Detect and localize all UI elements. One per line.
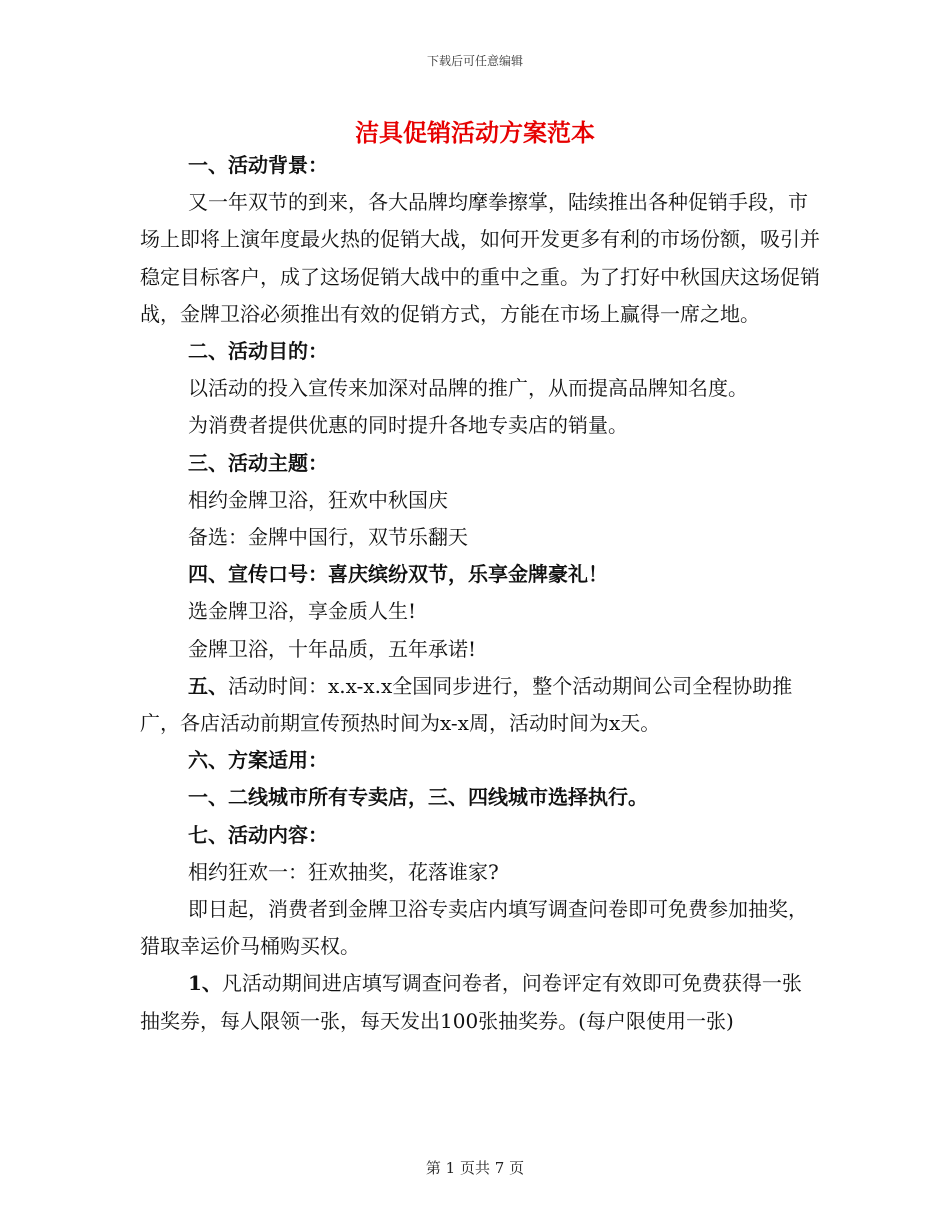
paragraph-content-1: 相约狂欢一：狂欢抽奖，花落谁家?	[188, 859, 499, 884]
section-heading-background: 一、活动背景：	[188, 153, 328, 177]
paragraph-background: 又一年双节的到来，各大品牌均摩拳擦掌，陆续推出各种促销手段，市场上即将上演年度最火热的促销大战，如何开发更多有利的市场份额，吸引并稳定目标客户，成了这场促销大战中的重中之重。为了打好中秋国庆这场促销战，金牌卫浴必须推出有效的促销方式，方能在市场上赢得一席之地。	[140, 190, 820, 326]
list-number: 1、	[188, 971, 222, 996]
paragraph-time	[140, 668, 820, 742]
paragraph-theme-2: 备选：金牌中国行，双节乐翻天	[188, 525, 468, 550]
paragraph-goal-2: 为消费者提供优惠的同时提升各地专卖店的销量。	[188, 413, 628, 438]
document-title: 洁具促销活动方案范本	[355, 118, 595, 147]
section-heading-scope: 六、方案适用：	[188, 748, 328, 773]
page-header-note: 下载后可任意编辑	[426, 54, 523, 68]
section-heading-content: 七、活动内容：	[188, 822, 328, 847]
section-heading-theme: 三、活动主题：	[188, 450, 328, 475]
paragraph-slogan-1: 选金牌卫浴，享金质人生!	[188, 599, 417, 624]
paragraph-theme-1: 相约金牌卫浴，狂欢中秋国庆	[188, 487, 448, 512]
paragraph-goal-1: 以活动的投入宣传来加深对品牌的推广，从而提高品牌知名度。	[188, 376, 748, 401]
section-number-time: 五、	[188, 673, 228, 698]
paragraph-slogan-2: 金牌卫浴，十年品质，五年承诺!	[188, 636, 477, 661]
paragraph-time-text: 活动时间：x.x-x.x全国同步进行，整个活动期间公司全程协助推广，各店活动前期宣传预热时间为x-x周，活动时间为x天。	[140, 673, 793, 736]
paragraph-content-3-text: 凡活动期间进店填写调查问卷者，问卷评定有效即可免费获得一张抽奖券，每人限领一张，每天发出100张抽奖券。(每户限使用一张)	[140, 971, 802, 1033]
section-heading-slogan: 四、宣传口号：喜庆缤纷双节，乐享金牌豪礼！	[188, 562, 608, 587]
paragraph-scope: 一、二线城市所有专卖店，三、四线城市选择执行。	[188, 785, 648, 810]
paragraph-content-3	[140, 965, 820, 1039]
section-heading-goal: 二、活动目的：	[188, 339, 328, 364]
page-number: 第 1 页共 7 页	[425, 1159, 525, 1177]
paragraph-content-2: 即日起，消费者到金牌卫浴专卖店内填写调查问卷即可免费参加抽奖，猎取幸运价马桶购买权。	[140, 897, 808, 959]
document-body	[140, 147, 820, 1040]
